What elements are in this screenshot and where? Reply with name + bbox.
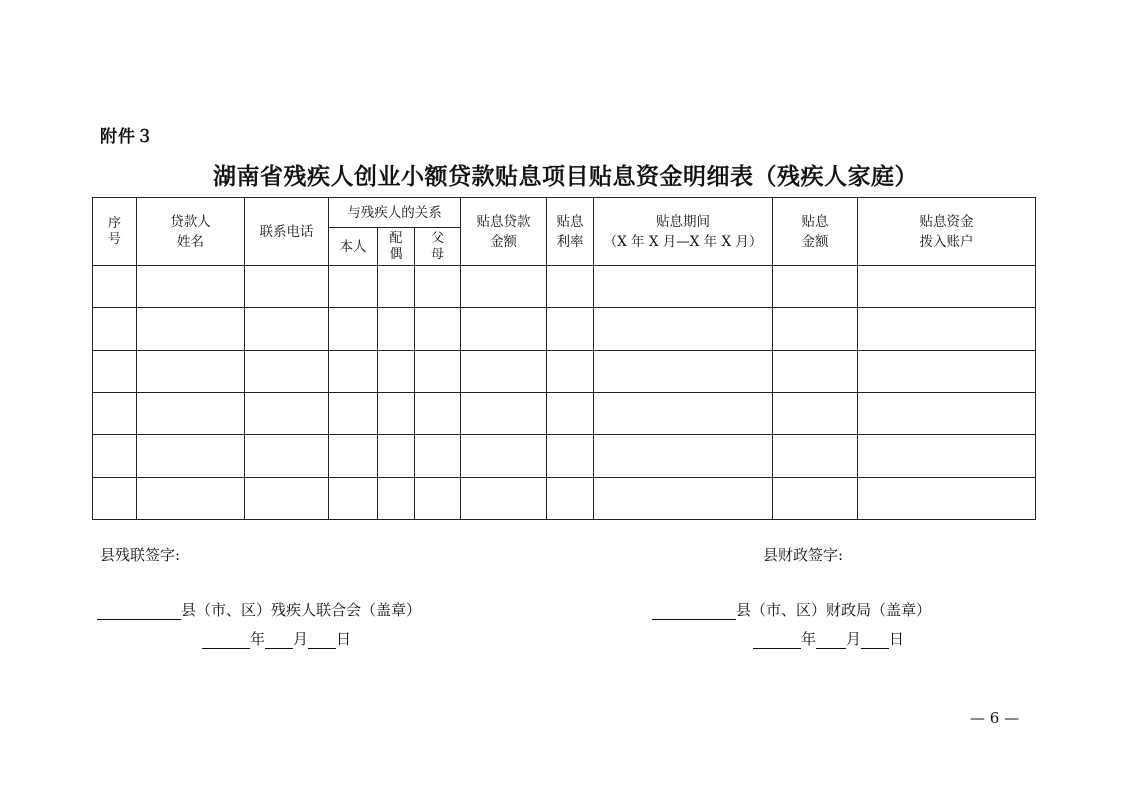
table-cell [594,266,773,308]
table-cell [137,308,245,350]
detail-table [92,197,1036,520]
page-number: — 6 — [970,709,1020,727]
header-parents: 父 母 [415,228,461,266]
table-cell [547,477,594,519]
month-blank [816,632,846,649]
table-cell [137,266,245,308]
table-cell [378,477,415,519]
county-dpf-org: 县（市、区）残疾人联合会（盖章） [181,601,422,619]
header-period: 贴息期间 （X 年 X 月—X 年 X 月） [594,198,773,266]
table-cell [245,308,329,350]
table-cell [773,350,858,392]
table-cell [137,435,245,477]
table-cell [461,477,547,519]
table-cell [594,308,773,350]
header-loan-amount: 贴息贷款 金额 [461,198,547,266]
header-phone: 联系电话 [245,198,329,266]
attachment-label: 附件３ [100,127,154,147]
table-row [93,392,1036,434]
header-spouse: 配 偶 [378,228,415,266]
table-cell [329,266,378,308]
header-rate: 贴息 利率 [547,198,594,266]
table-cell [415,477,461,519]
table-cell [858,435,1036,477]
county-finance-signature-label: 县财政签字: [763,546,844,564]
county-dpf-date-line [202,628,351,649]
month-blank [265,632,293,649]
table-cell [329,435,378,477]
table-cell [378,392,415,434]
header-subsidy-amount: 贴息 金额 [773,198,858,266]
table-cell [773,308,858,350]
table-cell [547,350,594,392]
table-cell [245,392,329,434]
table-cell [378,308,415,350]
header-seq: 序 号 [93,198,137,266]
year-label: 年 [801,630,817,648]
day-label: 日 [336,630,352,648]
table-cell [93,350,137,392]
table-cell [93,392,137,434]
table-cell [415,350,461,392]
county-finance-seal-line [652,599,931,620]
year-blank [753,632,801,649]
table-cell [547,435,594,477]
table-cell [415,435,461,477]
table-cell [245,435,329,477]
table-cell [858,392,1036,434]
table-cell [329,308,378,350]
table-cell [858,266,1036,308]
month-label: 月 [846,630,862,648]
county-finance-date-line [753,628,904,649]
table-cell [547,266,594,308]
county-blank [652,603,736,620]
table-cell [773,266,858,308]
table-cell [461,435,547,477]
table-cell [93,477,137,519]
table-cell [858,350,1036,392]
table-cell [378,435,415,477]
year-blank [202,632,250,649]
county-dpf-seal-line [97,599,421,620]
table-cell [93,266,137,308]
table-cell [594,435,773,477]
table-row [93,477,1036,519]
table-cell [547,392,594,434]
table-cell [329,392,378,434]
table-cell [329,477,378,519]
header-self: 本人 [329,228,378,266]
table-cell [594,350,773,392]
day-blank [861,632,889,649]
table-cell [378,350,415,392]
table-cell [137,477,245,519]
table-row [93,435,1036,477]
header-relation: 与残疾人的关系 [329,198,461,228]
table-cell [415,308,461,350]
table-cell [858,477,1036,519]
table-cell [415,392,461,434]
county-finance-org: 县（市、区）财政局（盖章） [736,601,932,619]
table-cell [773,435,858,477]
table-row [93,350,1036,392]
day-blank [308,632,336,649]
table-cell [93,435,137,477]
table-cell [773,392,858,434]
page-title: 湖南省残疾人创业小额贷款贴息项目贴息资金明细表（残疾人家庭） [213,164,918,190]
header-borrower: 贷款人 姓名 [137,198,245,266]
table-cell [137,350,245,392]
month-label: 月 [293,630,309,648]
table-cell [461,308,547,350]
table-cell [461,392,547,434]
table-cell [245,266,329,308]
table-cell [245,477,329,519]
day-label: 日 [889,630,905,648]
table-cell [461,266,547,308]
table-cell [461,350,547,392]
table-row [93,266,1036,308]
county-blank [97,603,181,620]
table-cell [773,477,858,519]
table-cell [245,350,329,392]
table-cell [594,477,773,519]
year-label: 年 [250,630,266,648]
table-cell [93,308,137,350]
county-dpf-signature-label: 县残联签字: [100,546,181,564]
table-cell [547,308,594,350]
table-cell [378,266,415,308]
table-cell [329,350,378,392]
table-cell [137,392,245,434]
table-row [93,308,1036,350]
header-account: 贴息资金 拨入账户 [858,198,1036,266]
table-cell [594,392,773,434]
table-cell [858,308,1036,350]
table-cell [415,266,461,308]
